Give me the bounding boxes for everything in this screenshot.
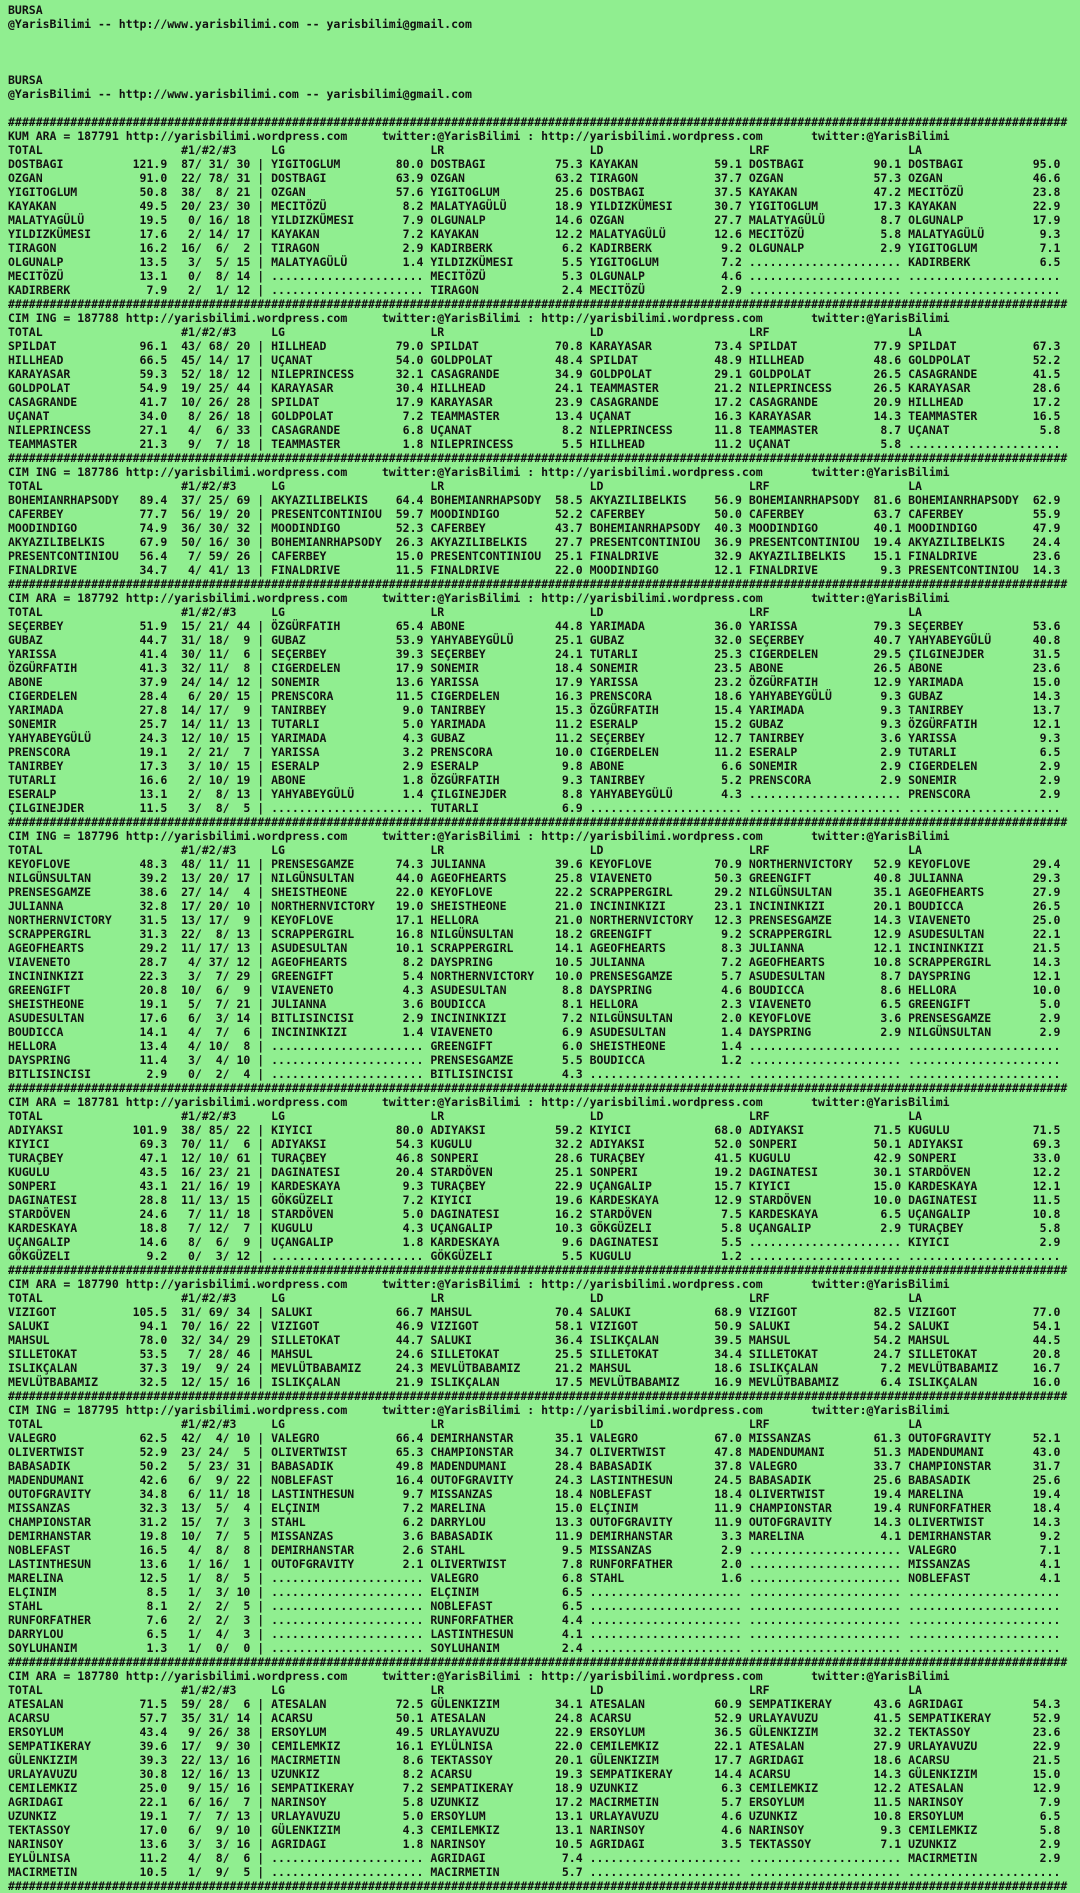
table-row: SCRAPPERGIRL 31.3 22/ 8/ 13 | SCRAPPERGIRL 16.8 NILGÜNSULTAN 18.2 GREENGIFT 9.2 SCRAPPERGIRL 12.9 ASUDESULTAN 22.1 bbox=[8, 927, 1061, 941]
table-row: NARINSOY 13.6 3/ 3/ 16 | AGRIDAGI 1.8 NARINSOY 10.5 AGRIDAGI 3.5 TEKTASSOY 7.1 UZUNKIZ 2.9 bbox=[8, 1837, 1061, 1851]
table-row: UÇANAT 34.0 8/ 26/ 18 | GOLDPOLAT 7.2 TEAMMASTER 13.4 UÇANAT 16.3 KARAYASAR 14.3 TEAMMASTER 16.5 bbox=[8, 409, 1061, 423]
separator: ######################################################################################################################################################### bbox=[8, 451, 1068, 465]
table-row: JULIANNA 32.8 17/ 20/ 10 | NORTHERNVICTORY 19.0 SHEISTHEONE 21.0 INCININKIZI 23.1 INCININKIZI 20.1 BOUDICCA 26.5 bbox=[8, 899, 1061, 913]
table-row: ELÇINIM 8.5 1/ 3/ 10 | ...................... ELÇINIM 6.5 ...................... ...................... ...................... bbox=[8, 1585, 1061, 1599]
table-row: OLIVERTWIST 52.9 23/ 24/ 5 | OLIVERTWIST 65.3 CHAMPIONSTAR 34.7 OLIVERTWIST 47.8 MADENDUMANI 51.3 MADENDUMANI 43.0 bbox=[8, 1445, 1061, 1459]
table-row: YARISSA 41.4 30/ 11/ 6 | SEÇERBEY 39.3 SEÇERBEY 24.1 TUTARLI 25.3 CIGERDELEN 29.5 ÇILGINEJDER 31.5 bbox=[8, 647, 1061, 661]
table-row: MARELINA 12.5 1/ 8/ 5 | ...................... VALEGRO 6.8 STAHL 1.6 ...................... NOBLEFAST 4.1 bbox=[8, 1571, 1061, 1585]
separator: ######################################################################################################################################################### bbox=[8, 1389, 1068, 1403]
table-row: ÇILGINEJDER 11.5 3/ 8/ 5 | ...................... TUTARLI 6.9 ...................... ...................... ...................... bbox=[8, 801, 1061, 815]
table-row: VIZIGOT 105.5 31/ 69/ 34 | SALUKI 66.7 MAHSUL 70.4 SALUKI 68.9 VIZIGOT 82.5 VIZIGOT 77.0 bbox=[8, 1305, 1061, 1319]
table-row: PRENSCORA 19.1 2/ 21/ 7 | YARISSA 3.2 PRENSCORA 10.0 CIGERDELEN 11.2 ESERALP 2.9 TUTARLI 6.5 bbox=[8, 745, 1061, 759]
column-header: TOTAL #1/#2/#3 LG LR LD LRF LA bbox=[8, 1291, 922, 1305]
block-title: CIM ING = 187796 http://yarisbilimi.wordpress.com twitter:@YarisBilimi : http://yarisbilimi.wordpress.com twitter:@YarisBilimi bbox=[8, 829, 950, 843]
table-row: VIAVENETO 28.7 4/ 37/ 12 | AGEOFHEARTS 8.2 DAYSPRING 10.5 JULIANNA 7.2 AGEOFHEARTS 10.8 SCRAPPERGIRL 14.3 bbox=[8, 955, 1061, 969]
blank-line bbox=[8, 31, 1080, 45]
table-row: NOBLEFAST 16.5 4/ 8/ 8 | DEMIRHANSTAR 2.6 STAHL 9.5 MISSANZAS 2.9 ...................... VALEGRO 7.1 bbox=[8, 1543, 1061, 1557]
table-row: YILDIZKÜMESI 17.6 2/ 14/ 17 | KAYAKAN 7.2 KAYAKAN 12.2 MALATYAGÜLÜ 12.6 MECITÖZÜ 5.8 MALATYAGÜLÜ 9.3 bbox=[8, 227, 1061, 241]
table-row: TURAÇBEY 47.1 12/ 10/ 61 | TURAÇBEY 46.8 SONPERI 28.6 TURAÇBEY 41.5 KUGULU 42.9 SONPERI 33.0 bbox=[8, 1151, 1061, 1165]
block-title: CIM ING = 187795 http://yarisbilimi.wordpress.com twitter:@YarisBilimi : http://yarisbilimi.wordpress.com twitter:@YarisBilimi bbox=[8, 1403, 950, 1417]
table-row: ÖZGÜRFATIH 41.3 32/ 11/ 8 | CIGERDELEN 17.9 SONEMIR 18.4 SONEMIR 23.5 ABONE 26.5 ABONE 23.6 bbox=[8, 661, 1061, 675]
table-row: ABONE 37.9 24/ 14/ 12 | SONEMIR 13.6 YARISSA 17.9 YARISSA 23.2 ÖZGÜRFATIH 12.9 YARIMADA 15.0 bbox=[8, 675, 1061, 689]
table-row: NILEPRINCESS 27.1 4/ 6/ 33 | CASAGRANDE 6.8 UÇANAT 8.2 NILEPRINCESS 11.8 TEAMMASTER 8.7 UÇANAT 5.8 bbox=[8, 423, 1061, 437]
stats-block bbox=[8, 297, 1080, 451]
table-row: CIGERDELEN 28.4 6/ 20/ 15 | PRENSCORA 11.5 CIGERDELEN 16.3 PRENSCORA 18.6 YAHYABEYGÜLÜ 9.3 GUBAZ 14.3 bbox=[8, 689, 1061, 703]
table-row: SONPERI 43.1 21/ 16/ 19 | KARDESKAYA 9.3 TURAÇBEY 22.9 UÇANGALIP 15.7 KIYICI 15.0 KARDESKAYA 12.1 bbox=[8, 1179, 1061, 1193]
block-title: CIM ING = 187788 http://yarisbilimi.wordpress.com twitter:@YarisBilimi : http://yarisbilimi.wordpress.com twitter:@YarisBilimi bbox=[8, 311, 950, 325]
table-row: TEKTASSOY 17.0 6/ 9/ 10 | GÜLENKIZIM 4.3 CEMILEMKIZ 13.1 NARINSOY 4.6 NARINSOY 9.3 CEMILEMKIZ 5.8 bbox=[8, 1823, 1061, 1837]
table-row: OZGAN 91.0 22/ 78/ 31 | DOSTBAGI 63.9 OZGAN 63.2 TIRAGON 37.7 OZGAN 57.3 OZGAN 46.6 bbox=[8, 171, 1061, 185]
separator: ######################################################################################################################################################### bbox=[8, 1879, 1068, 1893]
table-row: GOLDPOLAT 54.9 19/ 25/ 44 | KARAYASAR 30.4 HILLHEAD 24.1 TEAMMASTER 21.2 NILEPRINCESS 26.5 KARAYASAR 28.6 bbox=[8, 381, 1061, 395]
table-row: YIGITOGLUM 50.8 38/ 8/ 21 | OZGAN 57.6 YIGITOGLUM 25.6 DOSTBAGI 37.5 KAYAKAN 47.2 MECITÖZÜ 23.8 bbox=[8, 185, 1061, 199]
table-row: AGEOFHEARTS 29.2 11/ 17/ 13 | ASUDESULTAN 10.1 SCRAPPERGIRL 14.1 AGEOFHEARTS 8.3 JULIANNA 12.1 INCININKIZI 21.5 bbox=[8, 941, 1061, 955]
table-row: KARDESKAYA 18.8 7/ 12/ 7 | KUGULU 4.3 UÇANGALIP 10.3 GÖKGÜZELI 5.8 UÇANGALIP 2.9 TURAÇBEY 5.8 bbox=[8, 1221, 1061, 1235]
table-row: KARAYASAR 59.3 52/ 18/ 12 | NILEPRINCESS 32.1 CASAGRANDE 34.9 GOLDPOLAT 29.1 GOLDPOLAT 26.5 CASAGRANDE 41.5 bbox=[8, 367, 1061, 381]
table-row: MACIRMETIN 10.5 1/ 9/ 5 | ...................... MACIRMETIN 5.7 ...................... ...................... ...................... bbox=[8, 1865, 1061, 1879]
table-row: SOYLUHANIM 1.3 1/ 0/ 0 | ...................... SOYLUHANIM 2.4 ...................... ...................... ...................... bbox=[8, 1641, 1061, 1655]
table-row: MAHSUL 78.0 32/ 34/ 29 | SILLETOKAT 44.7 SALUKI 36.4 ISLIKÇALAN 39.5 MAHSUL 54.2 MAHSUL 44.5 bbox=[8, 1333, 1061, 1347]
track-name: BURSA bbox=[8, 73, 43, 87]
table-row: BITLISINCISI 2.9 0/ 2/ 4 | ...................... BITLISINCISI 4.3 ...................... ...................... ...................... bbox=[8, 1067, 1061, 1081]
table-row: MALATYAGÜLÜ 19.5 0/ 16/ 18 | YILDIZKÜMESI 7.9 OLGUNALP 14.6 OZGAN 27.7 MALATYAGÜLÜ 8.7 OLGUNALP 17.9 bbox=[8, 213, 1061, 227]
separator: ######################################################################################################################################################### bbox=[8, 815, 1068, 829]
table-row: UÇANGALIP 14.6 8/ 6/ 9 | UÇANGALIP 1.8 KARDESKAYA 9.6 DAGINATESI 5.5 ...................... KIYICI 2.9 bbox=[8, 1235, 1061, 1249]
table-row: MOODINDIGO 74.9 36/ 30/ 32 | MOODINDIGO 52.3 CAFERBEY 43.7 BOHEMIANRHAPSODY 40.3 MOODINDIGO 40.1 MOODINDIGO 47.9 bbox=[8, 521, 1061, 535]
table-row: RUNFORFATHER 7.6 2/ 2/ 3 | ...................... RUNFORFATHER 4.4 ...................... ...................... ...................... bbox=[8, 1613, 1061, 1627]
table-row: PRESENTCONTINIOU 56.4 7/ 59/ 26 | CAFERBEY 15.0 PRESENTCONTINIOU 25.1 FINALDRIVE 32.9 AKYAZILIBELKIS 15.1 FINALDRIVE 23.6 bbox=[8, 549, 1061, 563]
blank-line bbox=[8, 59, 1080, 73]
separator: ######################################################################################################################################################### bbox=[8, 577, 1068, 591]
table-row: AKYAZILIBELKIS 67.9 50/ 16/ 30 | BOHEMIANRHAPSODY 26.3 AKYAZILIBELKIS 27.7 PRESENTCONTINIOU 36.9 PRESENTCONTINIOU 19.4 AKYAZILIBELKIS 24.4 bbox=[8, 535, 1061, 549]
table-row: SEMPATIKERAY 39.6 17/ 9/ 30 | CEMILEMKIZ 16.1 EYLÜLNISA 22.0 CEMILEMKIZ 22.1 ATESALAN 27.9 URLAYAVUZU 22.9 bbox=[8, 1739, 1061, 1753]
table-row: HELLORA 13.4 4/ 10/ 8 | ...................... GREENGIFT 6.0 SHEISTHEONE 1.4 ...................... ...................... bbox=[8, 1039, 1061, 1053]
table-row: GREENGIFT 20.8 10/ 6/ 9 | VIAVENETO 4.3 ASUDESULTAN 8.8 DAYSPRING 4.6 BOUDICCA 8.6 HELLORA 10.0 bbox=[8, 983, 1061, 997]
separator: ######################################################################################################################################################### bbox=[8, 1263, 1068, 1277]
table-row: SPILDAT 96.1 43/ 68/ 20 | HILLHEAD 79.0 SPILDAT 70.8 KARAYASAR 73.4 SPILDAT 77.9 SPILDAT 67.3 bbox=[8, 339, 1061, 353]
blank-line bbox=[8, 101, 1080, 115]
table-row: MECITÖZÜ 13.1 0/ 8/ 14 | ...................... MECITÖZÜ 5.3 OLGUNALP 4.6 ...................... ...................... bbox=[8, 269, 1061, 283]
table-row: TANIRBEY 17.3 3/ 10/ 15 | ESERALP 2.9 ESERALP 9.8 ABONE 6.6 SONEMIR 2.9 CIGERDELEN 2.9 bbox=[8, 759, 1061, 773]
separator: ######################################################################################################################################################### bbox=[8, 1655, 1068, 1669]
table-row: CHAMPIONSTAR 31.2 15/ 7/ 3 | STAHL 6.2 DARRYLOU 13.3 OUTOFGRAVITY 11.9 OUTOFGRAVITY 14.3 OLIVERTWIST 14.3 bbox=[8, 1515, 1061, 1529]
separator: ######################################################################################################################################################### bbox=[8, 1081, 1068, 1095]
table-row: SONEMIR 25.7 14/ 11/ 13 | TUTARLI 5.0 YARIMADA 11.2 ESERALP 15.2 GUBAZ 9.3 ÖZGÜRFATIH 12.1 bbox=[8, 717, 1061, 731]
stats-block bbox=[8, 1081, 1080, 1263]
table-row: KADIRBERK 7.9 2/ 1/ 12 | ...................... TIRAGON 2.4 MECITÖZÜ 2.9 ...................... ...................... bbox=[8, 283, 1061, 297]
table-row: BABASADIK 50.2 5/ 23/ 31 | BABASADIK 49.8 MADENDUMANI 28.4 BABASADIK 37.8 VALEGRO 33.7 CHAMPIONSTAR 31.7 bbox=[8, 1459, 1061, 1473]
table-row: FINALDRIVE 34.7 4/ 41/ 13 | FINALDRIVE 11.5 FINALDRIVE 22.0 MOODINDIGO 12.1 FINALDRIVE 9.3 PRESENTCONTINIOU 14.3 bbox=[8, 563, 1061, 577]
table-row: DOSTBAGI 121.9 87/ 31/ 30 | YIGITOGLUM 80.0 DOSTBAGI 75.3 KAYAKAN 59.1 DOSTBAGI 90.1 DOSTBAGI 95.0 bbox=[8, 157, 1061, 171]
table-row: CASAGRANDE 41.7 10/ 26/ 28 | SPILDAT 17.9 KARAYASAR 23.9 CASAGRANDE 17.2 CASAGRANDE 20.9 HILLHEAD 17.2 bbox=[8, 395, 1061, 409]
table-row: SEÇERBEY 51.9 15/ 21/ 44 | ÖZGÜRFATIH 65.4 ABONE 44.8 YARIMADA 36.0 YARISSA 79.3 SEÇERBEY 53.6 bbox=[8, 619, 1061, 633]
stats-block bbox=[8, 815, 1080, 1081]
column-header: TOTAL #1/#2/#3 LG LR LD LRF LA bbox=[8, 843, 922, 857]
table-row: OUTOFGRAVITY 34.8 6/ 11/ 18 | LASTINTHESUN 9.7 MISSANZAS 18.4 NOBLEFAST 18.4 OLIVERTWIST 19.4 MARELINA 19.4 bbox=[8, 1487, 1061, 1501]
credit-line: @YarisBilimi -- http://www.yarisbilimi.com -- yarisbilimi@gmail.com bbox=[8, 87, 472, 101]
table-row: OLGUNALP 13.5 3/ 5/ 15 | MALATYAGÜLÜ 1.4 YILDIZKÜMESI 5.5 YIGITOGLUM 7.2 ...................... KADIRBERK 6.5 bbox=[8, 255, 1061, 269]
column-header: TOTAL #1/#2/#3 LG LR LD LRF LA bbox=[8, 1417, 922, 1431]
column-header: TOTAL #1/#2/#3 LG LR LD LRF LA bbox=[8, 1683, 922, 1697]
table-row: UZUNKIZ 19.1 7/ 7/ 13 | URLAYAVUZU 5.0 ERSOYLUM 13.1 URLAYAVUZU 4.6 UZUNKIZ 10.8 ERSOYLUM 6.5 bbox=[8, 1809, 1061, 1823]
stats-block bbox=[8, 1389, 1080, 1655]
table-row: YARIMADA 27.8 14/ 17/ 9 | TANIRBEY 9.0 TANIRBEY 15.3 ÖZGÜRFATIH 15.4 YARIMADA 9.3 TANIRBEY 13.7 bbox=[8, 703, 1061, 717]
stats-block bbox=[8, 451, 1080, 577]
table-row: SALUKI 94.1 70/ 16/ 22 | VIZIGOT 46.9 VIZIGOT 58.1 VIZIGOT 50.9 SALUKI 54.2 SALUKI 54.1 bbox=[8, 1319, 1061, 1333]
table-row: CEMILEMKIZ 25.0 9/ 15/ 16 | SEMPATIKERAY 7.2 SEMPATIKERAY 18.9 UZUNKIZ 6.3 CEMILEMKIZ 12.2 ATESALAN 12.9 bbox=[8, 1781, 1061, 1795]
table-row: SHEISTHEONE 19.1 5/ 7/ 21 | JULIANNA 3.6 BOUDICCA 8.1 HELLORA 2.3 VIAVENETO 6.5 GREENGIFT 5.0 bbox=[8, 997, 1061, 1011]
track-name: BURSA bbox=[8, 3, 43, 17]
table-row: GÖKGÜZELI 9.2 0/ 3/ 12 | ...................... GÖKGÜZELI 5.5 KUGULU 1.2 ...................... ...................... bbox=[8, 1249, 1061, 1263]
separator: ######################################################################################################################################################### bbox=[8, 297, 1068, 311]
table-row: EYLÜLNISA 11.2 4/ 8/ 6 | ...................... AGRIDAGI 7.4 ...................... ...................... MACIRMETIN 2.9 bbox=[8, 1851, 1061, 1865]
column-header: TOTAL #1/#2/#3 LG LR LD LRF LA bbox=[8, 325, 922, 339]
stats-block bbox=[8, 115, 1080, 297]
table-row: STAHL 8.1 2/ 2/ 5 | ...................... NOBLEFAST 6.5 ...................... ...................... ...................... bbox=[8, 1599, 1061, 1613]
table-row: KUGULU 43.5 16/ 23/ 21 | DAGINATESI 20.4 STARDÖVEN 25.1 SONPERI 19.2 DAGINATESI 30.1 STARDÖVEN 12.2 bbox=[8, 1165, 1061, 1179]
table-row: LASTINTHESUN 13.6 1/ 16/ 1 | OUTOFGRAVITY 2.1 OLIVERTWIST 7.8 RUNFORFATHER 2.0 ...................... MISSANZAS 4.1 bbox=[8, 1557, 1061, 1571]
table-row: SILLETOKAT 53.5 7/ 28/ 46 | MAHSUL 24.6 SILLETOKAT 25.5 SILLETOKAT 34.4 SILLETOKAT 24.7 SILLETOKAT 20.8 bbox=[8, 1347, 1061, 1361]
block-title: CIM ARA = 187790 http://yarisbilimi.wordpress.com twitter:@YarisBilimi : http://yarisbilimi.wordpress.com twitter:@YarisBilimi bbox=[8, 1277, 950, 1291]
table-row: AGRIDAGI 22.1 6/ 16/ 7 | NARINSOY 5.8 UZUNKIZ 17.2 MACIRMETIN 5.7 ERSOYLUM 11.5 NARINSOY 7.9 bbox=[8, 1795, 1061, 1809]
table-row: ISLIKÇALAN 37.3 19/ 9/ 24 | MEVLÜTBABAMIZ 24.3 MEVLÜTBABAMIZ 21.2 MAHSUL 18.6 ISLIKÇALAN 7.2 MEVLÜTBABAMIZ 16.7 bbox=[8, 1361, 1061, 1375]
table-row: TEAMMASTER 21.3 9/ 7/ 18 | TEAMMASTER 1.8 NILEPRINCESS 5.5 HILLHEAD 11.2 UÇANAT 5.8 ...................... bbox=[8, 437, 1061, 451]
table-row: MEVLÜTBABAMIZ 32.5 12/ 15/ 16 | ISLIKÇALAN 21.9 ISLIKÇALAN 17.5 MEVLÜTBABAMIZ 16.9 MEVLÜTBABAMIZ 6.4 ISLIKÇALAN 16.0 bbox=[8, 1375, 1061, 1389]
table-row: MADENDUMANI 42.6 6/ 9/ 22 | NOBLEFAST 16.4 OUTOFGRAVITY 24.3 LASTINTHESUN 24.5 BABASADIK 25.6 BABASADIK 25.6 bbox=[8, 1473, 1061, 1487]
table-row: DAGINATESI 28.8 11/ 13/ 15 | GÖKGÜZELI 7.2 KIYICI 19.6 KARDESKAYA 12.9 STARDÖVEN 10.0 DAGINATESI 11.5 bbox=[8, 1193, 1061, 1207]
block-title: CIM ARA = 187780 http://yarisbilimi.wordpress.com twitter:@YarisBilimi : http://yarisbilimi.wordpress.com twitter:@YarisBilimi bbox=[8, 1669, 950, 1683]
table-row: HILLHEAD 66.5 45/ 14/ 17 | UÇANAT 54.0 GOLDPOLAT 48.4 SPILDAT 48.9 HILLHEAD 48.6 GOLDPOLAT 52.2 bbox=[8, 353, 1061, 367]
table-row: BOHEMIANRHAPSODY 89.4 37/ 25/ 69 | AKYAZILIBELKIS 64.4 BOHEMIANRHAPSODY 58.5 AKYAZILIBELKIS 56.9 BOHEMIANRHAPSODY 81.6 BOHEMIANRHAPSODY 62.9 bbox=[8, 493, 1061, 507]
block-title: CIM ING = 187786 http://yarisbilimi.wordpress.com twitter:@YarisBilimi : http://yarisbilimi.wordpress.com twitter:@YarisBilimi bbox=[8, 465, 950, 479]
table-row: NILGÜNSULTAN 39.2 13/ 20/ 17 | NILGÜNSULTAN 44.0 AGEOFHEARTS 25.8 VIAVENETO 50.3 GREENGIFT 40.8 JULIANNA 29.3 bbox=[8, 871, 1061, 885]
table-row: VALEGRO 62.5 42/ 4/ 10 | VALEGRO 66.4 DEMIRHANSTAR 35.1 VALEGRO 67.0 MISSANZAS 61.3 OUTOFGRAVITY 52.1 bbox=[8, 1431, 1061, 1445]
table-row: CAFERBEY 77.7 56/ 19/ 20 | PRESENTCONTINIOU 59.7 MOODINDIGO 52.2 CAFERBEY 50.0 CAFERBEY 63.7 CAFERBEY 55.9 bbox=[8, 507, 1061, 521]
table-row: DAYSPRING 11.4 3/ 4/ 10 | ...................... PRENSESGAMZE 5.5 BOUDICCA 1.2 ...................... ...................... bbox=[8, 1053, 1061, 1067]
blank-line bbox=[8, 45, 1080, 59]
table-row: KIYICI 69.3 70/ 11/ 6 | ADIYAKSI 54.3 KUGULU 32.2 ADIYAKSI 52.0 SONPERI 50.1 ADIYAKSI 69.3 bbox=[8, 1137, 1061, 1151]
column-header: TOTAL #1/#2/#3 LG LR LD LRF LA bbox=[8, 143, 922, 157]
column-header: TOTAL #1/#2/#3 LG LR LD LRF LA bbox=[8, 605, 922, 619]
separator: ######################################################################################################################################################### bbox=[8, 115, 1068, 129]
table-row: ADIYAKSI 101.9 38/ 85/ 22 | KIYICI 80.0 ADIYAKSI 59.2 KIYICI 68.0 ADIYAKSI 71.5 KUGULU 71.5 bbox=[8, 1123, 1061, 1137]
table-row: PRENSESGAMZE 38.6 27/ 14/ 4 | SHEISTHEONE 22.0 KEYOFLOVE 22.2 SCRAPPERGIRL 29.2 NILGÜNSULTAN 35.1 AGEOFHEARTS 27.9 bbox=[8, 885, 1061, 899]
table-row: NORTHERNVICTORY 31.5 13/ 17/ 9 | KEYOFLOVE 17.1 HELLORA 21.0 NORTHERNVICTORY 12.3 PRENSESGAMZE 14.3 VIAVENETO 25.0 bbox=[8, 913, 1061, 927]
table-row: TUTARLI 16.6 2/ 10/ 19 | ABONE 1.8 ÖZGÜRFATIH 9.3 TANIRBEY 5.2 PRENSCORA 2.9 SONEMIR 2.9 bbox=[8, 773, 1061, 787]
table-row: STARDÖVEN 24.6 7/ 11/ 18 | STARDÖVEN 5.0 DAGINATESI 16.2 STARDÖVEN 7.5 KARDESKAYA 6.5 UÇANGALIP 10.8 bbox=[8, 1207, 1061, 1221]
stats-block bbox=[8, 1263, 1080, 1389]
table-row: ATESALAN 71.5 59/ 28/ 6 | ATESALAN 72.5 GÜLENKIZIM 34.1 ATESALAN 60.9 SEMPATIKERAY 43.6 AGRIDAGI 54.3 bbox=[8, 1697, 1061, 1711]
table-row: TIRAGON 16.2 16/ 6/ 2 | TIRAGON 2.9 KADIRBERK 6.2 KADIRBERK 9.2 OLGUNALP 2.9 YIGITOGLUM 7.1 bbox=[8, 241, 1061, 255]
table-row: KAYAKAN 49.5 20/ 23/ 30 | MECITÖZÜ 8.2 MALATYAGÜLÜ 18.9 YILDIZKÜMESI 30.7 YIGITOGLUM 17.3 KAYAKAN 22.9 bbox=[8, 199, 1061, 213]
table-row: ASUDESULTAN 17.6 6/ 3/ 14 | BITLISINCISI 2.9 INCININKIZI 7.2 NILGÜNSULTAN 2.0 KEYOFLOVE 3.6 PRENSESGAMZE 2.9 bbox=[8, 1011, 1061, 1025]
table-row: GUBAZ 44.7 31/ 18/ 9 | GUBAZ 53.9 YAHYABEYGÜLÜ 25.1 GUBAZ 32.0 SEÇERBEY 40.7 YAHYABEYGÜLÜ 40.8 bbox=[8, 633, 1061, 647]
table-row: YAHYABEYGÜLÜ 24.3 12/ 10/ 15 | YARIMADA 4.3 GUBAZ 11.2 SEÇERBEY 12.7 TANIRBEY 3.6 YARISSA 9.3 bbox=[8, 731, 1061, 745]
stats-blocks bbox=[8, 115, 1080, 1893]
block-title: KUM ARA = 187791 http://yarisbilimi.wordpress.com twitter:@YarisBilimi : http://yarisbilimi.wordpress.com twitter:@YarisBilimi bbox=[8, 129, 950, 143]
table-row: INCININKIZI 22.3 3/ 7/ 29 | GREENGIFT 5.4 NORTHERNVICTORY 10.0 PRENSESGAMZE 5.7 ASUDESULTAN 8.7 DAYSPRING 12.1 bbox=[8, 969, 1061, 983]
table-row: KEYOFLOVE 48.3 48/ 11/ 11 | PRENSESGAMZE 74.3 JULIANNA 39.6 KEYOFLOVE 70.9 NORTHERNVICTORY 52.9 KEYOFLOVE 29.4 bbox=[8, 857, 1061, 871]
table-row: ERSOYLUM 43.4 9/ 26/ 38 | ERSOYLUM 49.5 URLAYAVUZU 22.9 ERSOYLUM 36.5 GÜLENKIZIM 32.2 TEKTASSOY 23.6 bbox=[8, 1725, 1061, 1739]
table-row: MISSANZAS 32.3 13/ 5/ 4 | ELÇINIM 7.2 MARELINA 15.0 ELÇINIM 11.9 CHAMPIONSTAR 19.4 RUNFORFATHER 18.4 bbox=[8, 1501, 1061, 1515]
stats-block bbox=[8, 1655, 1080, 1879]
table-row: DARRYLOU 6.5 1/ 4/ 3 | ...................... LASTINTHESUN 4.1 ...................... ...................... ...................... bbox=[8, 1627, 1061, 1641]
column-header: TOTAL #1/#2/#3 LG LR LD LRF LA bbox=[8, 479, 922, 493]
table-row: ACARSU 57.7 35/ 31/ 14 | ACARSU 50.1 ATESALAN 24.8 ACARSU 52.9 URLAYAVUZU 41.5 SEMPATIKERAY 52.9 bbox=[8, 1711, 1061, 1725]
column-header: TOTAL #1/#2/#3 LG LR LD LRF LA bbox=[8, 1109, 922, 1123]
block-title: CIM ARA = 187792 http://yarisbilimi.wordpress.com twitter:@YarisBilimi : http://yarisbilimi.wordpress.com twitter:@YarisBilimi bbox=[8, 591, 950, 605]
block-title: CIM ARA = 187781 http://yarisbilimi.wordpress.com twitter:@YarisBilimi : http://yarisbilimi.wordpress.com twitter:@YarisBilimi bbox=[8, 1095, 950, 1109]
table-row: BOUDICCA 14.1 4/ 7/ 6 | INCININKIZI 1.4 VIAVENETO 6.9 ASUDESULTAN 1.4 DAYSPRING 2.9 NILGÜNSULTAN 2.9 bbox=[8, 1025, 1061, 1039]
table-row: ESERALP 13.1 2/ 8/ 13 | YAHYABEYGÜLÜ 1.4 ÇILGINEJDER 8.8 YAHYABEYGÜLÜ 4.3 ...................... PRENSCORA 2.9 bbox=[8, 787, 1061, 801]
table-row: GÜLENKIZIM 39.3 22/ 13/ 16 | MACIRMETIN 8.6 TEKTASSOY 20.1 GÜLENKIZIM 17.7 AGRIDAGI 18.6 ACARSU 21.5 bbox=[8, 1753, 1061, 1767]
table-row: DEMIRHANSTAR 19.8 10/ 7/ 5 | MISSANZAS 3.6 BABASADIK 11.9 DEMIRHANSTAR 3.3 MARELINA 4.1 DEMIRHANSTAR 9.2 bbox=[8, 1529, 1061, 1543]
stats-block bbox=[8, 577, 1080, 815]
credit-line: @YarisBilimi -- http://www.yarisbilimi.com -- yarisbilimi@gmail.com bbox=[8, 17, 472, 31]
table-row: URLAYAVUZU 30.8 12/ 16/ 13 | UZUNKIZ 8.2 ACARSU 19.3 SEMPATIKERAY 14.4 ACARSU 14.3 GÜLENKIZIM 15.0 bbox=[8, 1767, 1061, 1781]
